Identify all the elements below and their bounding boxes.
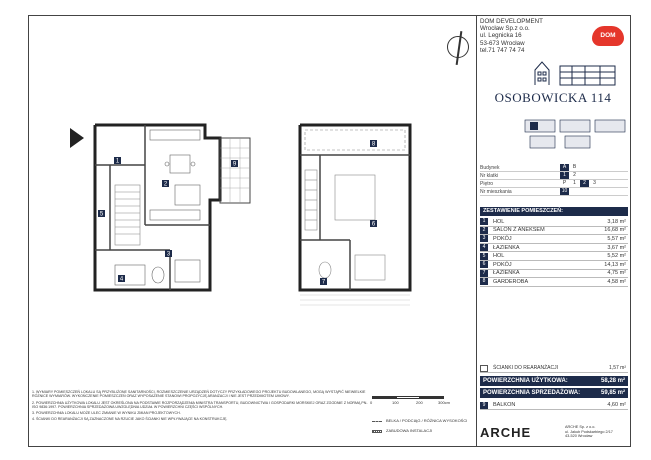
info-cell: B [572,164,577,170]
scale-label: 300cm [438,400,451,405]
scianki-name: ŚCIANKI DO REARANŻACJI [493,365,559,371]
info-label: Budynek [480,164,500,171]
arche-address [565,425,613,439]
usable-area-total [480,376,628,386]
balcony-name: BALKON [493,402,516,408]
apartment-info-table [480,164,628,196]
scianki-area: 1,57 m² [609,365,626,371]
room-label-3: 3 [166,251,171,258]
room-row [480,278,628,287]
info-label: Nr klatki [480,172,499,179]
info-cell: A [560,164,569,171]
arche-line: ul. Jakub Podskarbiego 2/17 [565,429,613,434]
note: 4. ŚCIANKI DO REARANŻACJI SĄ ZAZNACZONE NA RZUCIE JAKO ŚCIANKI NIE WPŁYWAJĄCE NA KONSTRUKCJĘ. [32,417,228,422]
room-row [480,252,628,261]
info-cell: 1 [573,180,576,186]
beam-line-icon [372,421,382,422]
room-label-4: 4 [119,276,124,283]
room-number: 8 [480,278,488,285]
site-plan [520,112,630,154]
info-label: Piętro [480,180,494,187]
company-line: Wrocław Sp.z o.o. [480,25,530,33]
info-cell: 10 [561,188,568,194]
info-cell: P [562,180,567,186]
room-row [480,227,628,236]
info-row-stairwell [480,172,628,180]
room-name: HOL [493,218,505,225]
scale-label: 100 [392,400,399,405]
room-name: HOL [493,253,505,260]
scale-bar [372,396,472,410]
room-number: 6 [480,261,488,268]
balcony-area: 4,60 m² [607,402,626,408]
legend [372,416,467,436]
room-label-2: 2 [163,181,168,188]
room-name: GARDEROBA [493,278,529,285]
arche-line: ARCHE Sp. z o.o. [565,425,596,429]
sales-area-label: POWIERZCHNIA SPRZEDAŻOWA: [483,390,581,396]
room-area: 14,13 m² [604,261,626,268]
scale-label: 200 [416,400,423,405]
room-number: 7 [480,270,488,277]
note: 1. WYMIARY POMIESZCZEŃ LOKALU SĄ PRZYBLIŻONE SANITARNOŚCI, ROZMIESZCZENIE URZĄDZEŃ DOTYCZY PRZYKŁADOWEGO PROJEKTU BUDOWLANEGO, MOGĄ WYSTĄPIĆ NIEWIELKIE RÓŻNICE WYMIARÓW. WYKOŃCZENIE POMIESZCZEŃ ORAZ WYPOSAŻENIE STANOWI PROPOZYCJĘ ARANŻACJI I NIE JEST PRZEDMIOTEM UMOWY. [32,390,366,399]
room-row [480,218,628,227]
room-area: 3,18 m² [607,218,626,225]
info-cell: 2 [573,172,576,178]
room-label-5: 5 [99,211,104,218]
room-number: 4 [480,244,488,251]
floor-plan [50,100,470,390]
room-row [480,244,628,253]
usable-area-label: POWIERZCHNIA UŻYTKOWA: [483,378,568,384]
room-name: ŁAZIENKA [493,270,520,277]
company-line: 53-673 Wrocław [480,39,525,47]
room-row [480,261,628,270]
room-area: 5,52 m² [607,253,626,260]
sales-area-total [480,388,628,398]
legend-beam: BELKA / PODCIĄG / RÓŻNICA WYSOKOŚCI [386,418,468,423]
room-name: ŁAZIENKA [493,244,520,251]
scale-label: 0 [370,400,373,405]
panel-divider [476,15,477,447]
buildings-illustration [530,58,620,86]
info-row-floor [480,180,628,188]
company-line: DOM DEVELOPMENT [480,18,543,25]
room-name: POKÓJ [493,261,512,268]
info-cell: 3 [593,180,596,186]
info-cell: 2 [580,180,589,187]
usable-area-value: 58,28 m² [600,378,625,384]
room-name: SALON Z ANEKSEM [493,227,545,234]
note: 2. POWIERZCHNIA UŻYTKOWA LOKALU JEST OKREŚLONA NA PODSTAWIE ROZPORZĄDZENIA MINISTRA TRANSPORTU, BUDOWNICTWA I GOSPODARKI MORSKIEJ ORAZ ZGODNIE Z NORMĄ PN-ISO 9836:1997. POWIERZCHNIA SPRZEDAŻOWA UWZGLĘDNIA UDZIAŁ W POWIERZCHNI CZĘŚCI WSPÓLNYCH. [32,400,368,409]
scale-segment [372,396,396,399]
arche-logo: ARCHE [480,425,532,440]
scale-segment [420,396,444,399]
room-label-6: 6 [371,221,376,228]
sales-area-value: 59,85 m² [600,390,625,396]
company-line: ul. Legnicka 16 [480,32,522,40]
north-arrow-icon [447,36,469,58]
balcony-number: 9 [480,402,488,409]
arche-line: 43-520 Wrocław [565,434,593,439]
room-row [480,270,628,279]
installation-hatch-icon [372,430,382,433]
notes [32,390,372,424]
brand-title: OSOBOWICKA 114 [494,90,612,105]
legend-installation: ZABUDOWA INSTALACJI [386,428,433,433]
rooms-list [480,218,628,287]
company-line: tel.71 747 74 74 [480,46,525,54]
rearrangement-walls-row [480,364,628,373]
room-area: 4,58 m² [607,278,626,285]
company-info [480,18,543,54]
info-label: Nr mieszkania [480,188,512,195]
scale-segment [396,396,420,399]
wall-swatch-icon [480,365,488,372]
room-number: 1 [480,218,488,225]
balcony-row [480,401,628,410]
room-area: 3,67 m² [607,244,626,251]
room-name: POKÓJ [493,235,512,242]
info-row-apartment-number [480,188,628,196]
room-row [480,235,628,244]
room-label-8: 8 [371,141,376,148]
room-number: 3 [480,235,488,242]
room-number: 2 [480,227,488,234]
info-cell: 1 [560,172,569,179]
room-label-9: 9 [232,161,237,168]
room-label-1: 1 [115,158,120,165]
rooms-header: ZESTAWIENIE POMIESZCZEŃ: [480,207,628,216]
room-area: 4,75 m² [607,270,626,277]
room-label-7: 7 [321,279,326,286]
note: 3. POWIERZCHNIA LOKALU MOŻE ULEC ZMIANIE W WYNIKU ZMIAN PROJEKTOWYCH. [32,411,181,416]
room-area: 16,68 m² [604,227,626,234]
info-row-building [480,164,628,172]
room-number: 5 [480,253,488,260]
dom-logo: DOM [592,26,624,46]
room-area: 5,57 m² [607,235,626,242]
